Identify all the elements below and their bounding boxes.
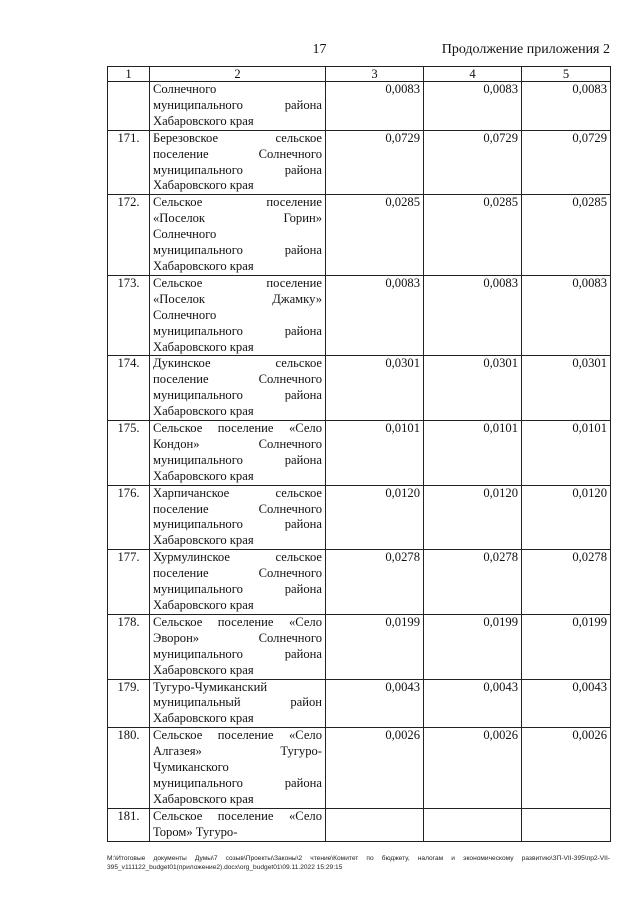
page-number: 17 [312,42,327,57]
table-row [108,275,611,356]
value-column-3: 0,0083 [326,82,424,131]
value-column-4: 0,0101 [424,421,522,486]
municipality-name-line: «Поселок Горин» [153,211,322,226]
row-number: 178. [108,614,150,679]
column-number-3: 3 [326,67,424,82]
value-column-5: 0,0026 [522,728,611,809]
municipality-name [150,421,326,486]
footer-path-line-2: 395_v111122_budget01(приложение2).docx\org_budget01\09.11.2022 15:29:15 [107,864,343,871]
municipality-name-line: Хабаровского края [153,258,254,273]
municipality-name-line: Харпичанское сельское [153,485,322,500]
value-column-4: 0,0199 [424,614,522,679]
municipality-name [150,130,326,195]
value-column-4: 0,0278 [424,550,522,615]
municipality-name-line: Сельское поселение «Село [153,728,322,743]
value-column-4 [424,808,522,841]
row-number [108,82,150,131]
municipality-name-line: муниципального района [153,582,322,597]
value-column-3: 0,0101 [326,421,424,486]
budget-table-body [108,67,611,842]
municipality-name-line: Хабаровского края [153,662,254,677]
municipality-name-line: Хабаровского края [153,598,254,612]
value-column-5: 0,0101 [522,421,611,486]
municipality-name-line: Сельское поселение «Село [153,421,322,436]
value-column-4: 0,0729 [424,130,522,195]
value-column-3 [326,808,424,841]
municipality-name [150,485,326,550]
municipality-name-line: Хурмулинское сельское [153,550,322,565]
municipality-name-line: Дукинское сельское [153,356,322,371]
value-column-3: 0,0083 [326,275,424,356]
value-column-3: 0,0278 [326,550,424,615]
municipality-name-line: муниципальный район [153,695,322,710]
value-column-5: 0,0043 [522,679,611,728]
table-row [108,808,611,841]
budget-table [107,66,611,842]
value-column-4: 0,0026 [424,728,522,809]
document-path-footer [107,854,610,872]
municipality-name-line: поселение Солнечного [153,146,322,161]
municipality-name-line: Хабаровского края [153,791,254,806]
row-number: 173. [108,275,150,356]
value-column-4: 0,0285 [424,195,522,276]
value-column-5 [522,808,611,841]
value-column-5: 0,0285 [522,195,611,276]
value-column-5: 0,0083 [522,82,611,131]
municipality-name-line: Березовское сельское [153,130,322,145]
column-number-4: 4 [424,67,522,82]
table-row [108,195,611,276]
value-column-3: 0,0729 [326,130,424,195]
municipality-name-line: Хабаровского края [153,533,254,548]
municipality-name-line: Сельское поселение «Село [153,614,322,629]
municipality-name-line: муниципального района [153,775,322,790]
row-number: 174. [108,356,150,421]
municipality-name-line: Тугуро-Чумиканский [153,679,268,694]
municipality-name [150,195,326,276]
municipality-name-line: Солнечного [153,82,217,96]
value-column-3: 0,0301 [326,356,424,421]
value-column-3: 0,0120 [326,485,424,550]
row-number: 171. [108,130,150,195]
municipality-name-line: Эворон» Солнечного [153,630,322,645]
municipality-name-line: муниципального района [153,646,322,661]
table-row [108,356,611,421]
value-column-5: 0,0083 [522,275,611,356]
municipality-name [150,728,326,809]
footer-path-line-1: М:\Итоговые документы Думы\7 созыв\Проекты\Законы\2 чтение\Комитет по бюджету, налогам и экономическому развитию\ЗП-VII-395\пр2-VII- [107,855,610,862]
municipality-name [150,808,326,841]
municipality-name-line: муниципального района [153,97,322,112]
value-column-4: 0,0120 [424,485,522,550]
row-number: 180. [108,728,150,809]
row-number: 172. [108,195,150,276]
municipality-name-line: Хабаровского края [153,404,254,419]
row-number: 175. [108,421,150,486]
table-row [108,130,611,195]
municipality-name-line: Солнечного [153,227,217,242]
value-column-4: 0,0301 [424,356,522,421]
municipality-name [150,550,326,615]
municipality-name-line: Кондон» Солнечного [153,436,322,451]
value-column-4: 0,0083 [424,275,522,356]
municipality-name [150,356,326,421]
municipality-name-line: Хабаровского края [153,468,254,483]
continuation-label: Продолжение приложения 2 [441,42,610,57]
value-column-5: 0,0301 [522,356,611,421]
column-number-1: 1 [108,67,150,82]
municipality-name-line: муниципального района [153,243,322,258]
value-column-4: 0,0083 [424,82,522,131]
municipality-name-line: муниципального района [153,517,322,532]
row-number: 177. [108,550,150,615]
municipality-name-line: Чумиканского [153,760,229,775]
municipality-name-line: поселение Солнечного [153,566,322,581]
value-column-3: 0,0199 [326,614,424,679]
municipality-name-line: Хабаровского края [153,113,254,128]
table-row [108,728,611,809]
table-row [108,82,611,131]
municipality-name-line: муниципального района [153,452,322,467]
column-number-row [108,67,611,82]
municipality-name-line: Алгазея» Тугуро- [153,744,322,759]
value-column-4: 0,0043 [424,679,522,728]
municipality-name [150,614,326,679]
column-number-2: 2 [150,67,326,82]
municipality-name-line: «Поселок Джамку» [153,291,322,306]
municipality-name-line: муниципального района [153,388,322,403]
table-row [108,679,611,728]
value-column-5: 0,0199 [522,614,611,679]
row-number: 179. [108,679,150,728]
municipality-name-line: Хабаровского края [153,339,254,354]
value-column-3: 0,0026 [326,728,424,809]
municipality-name [150,275,326,356]
municipality-name-line: Хабаровского края [153,178,254,193]
municipality-name-line: Сельское поселение «Село [153,808,322,823]
municipality-name-line: муниципального района [153,323,322,338]
value-column-5: 0,0729 [522,130,611,195]
municipality-name-line: Сельское поселение [153,275,322,290]
municipality-name-line: муниципального района [153,162,322,177]
municipality-name-line: Сельское поселение [153,195,322,210]
municipality-name-line: поселение Солнечного [153,372,322,387]
municipality-name-line: поселение Солнечного [153,501,322,516]
row-number: 176. [108,485,150,550]
municipality-name-line: Тором» Тугуро- [153,824,238,839]
table-row [108,421,611,486]
municipality-name-line: Солнечного [153,307,217,322]
value-column-5: 0,0120 [522,485,611,550]
row-number: 181. [108,808,150,841]
table-row [108,550,611,615]
column-number-5: 5 [522,67,611,82]
value-column-3: 0,0285 [326,195,424,276]
municipality-name [150,82,326,131]
value-column-3: 0,0043 [326,679,424,728]
municipality-name-line: Хабаровского края [153,711,254,726]
table-row [108,485,611,550]
municipality-name [150,679,326,728]
table-row [108,614,611,679]
value-column-5: 0,0278 [522,550,611,615]
